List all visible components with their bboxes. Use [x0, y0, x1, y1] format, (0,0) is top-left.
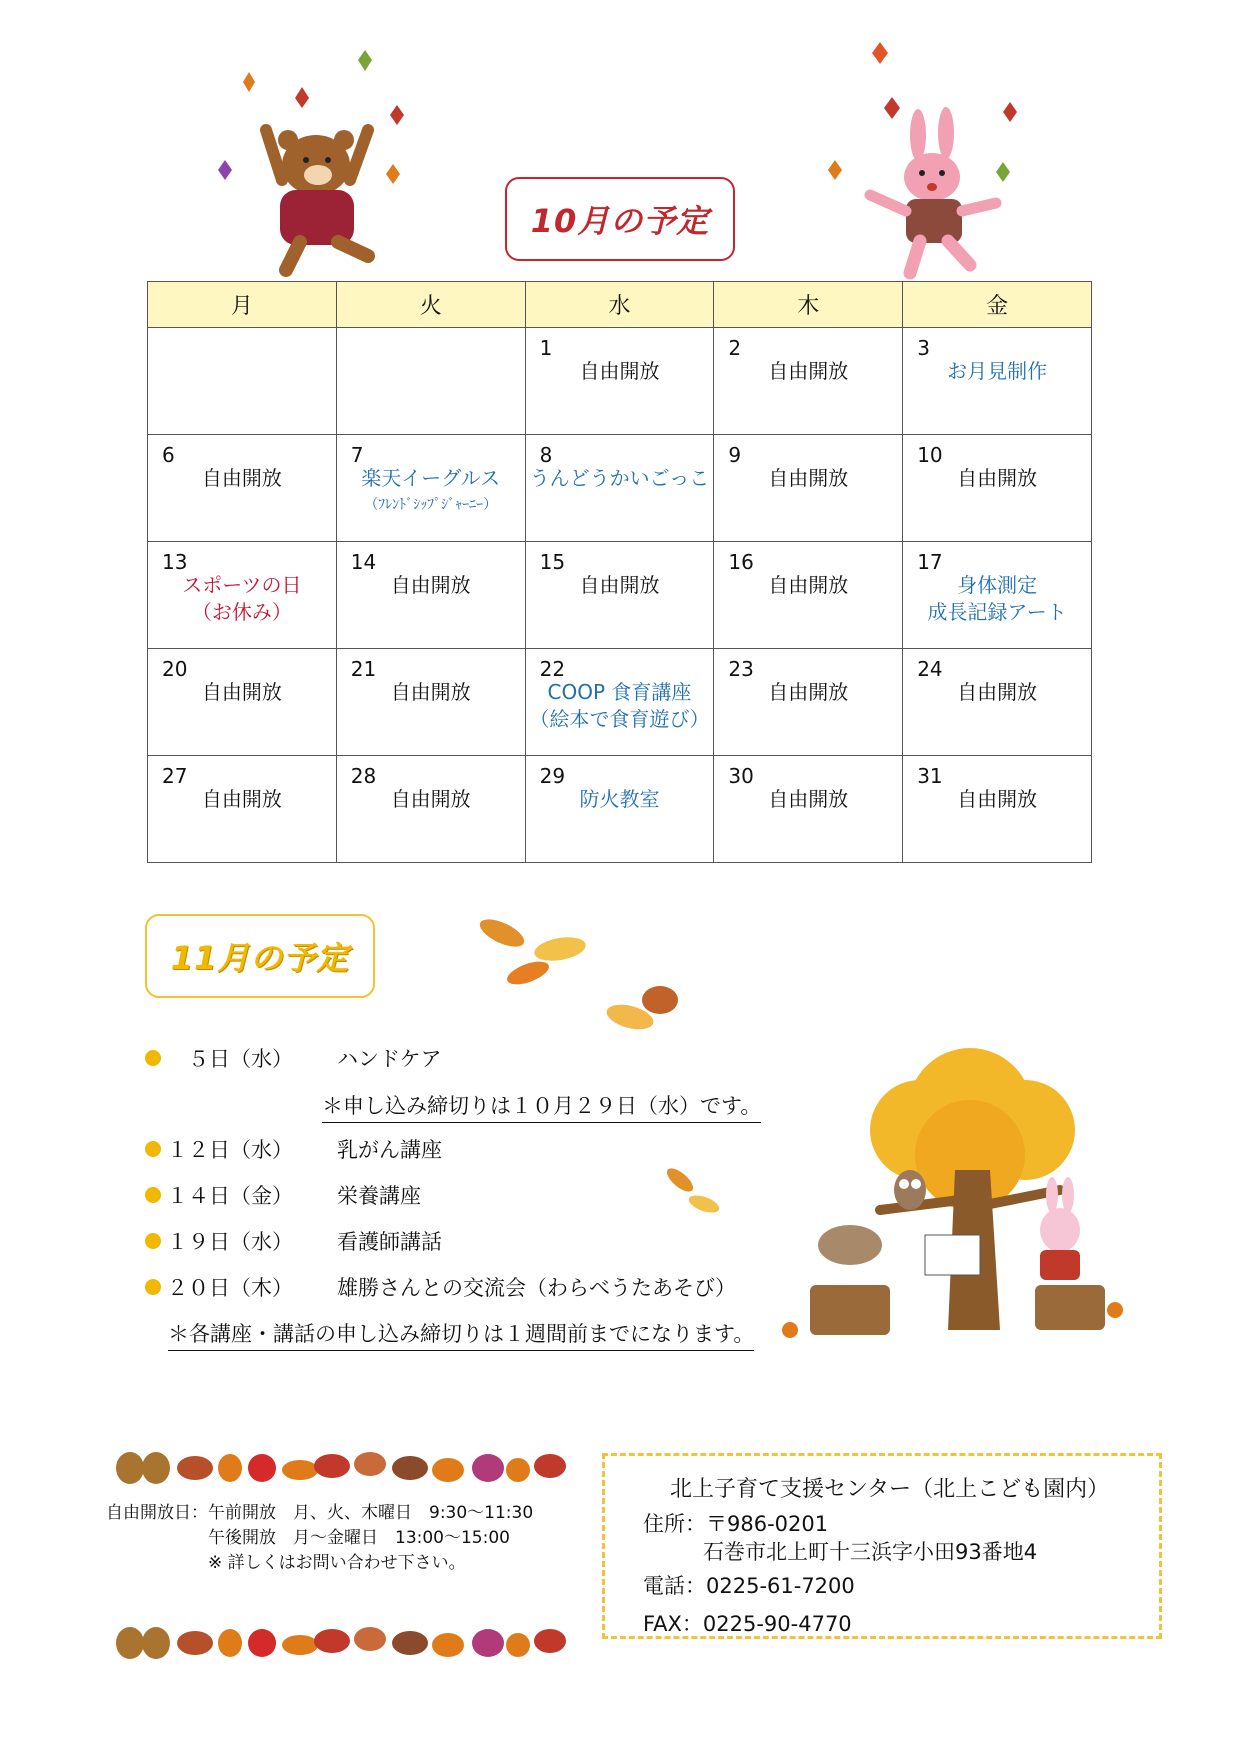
event-line: 自由開放 — [579, 573, 660, 597]
calendar-day-cell — [714, 542, 903, 649]
bullet-icon — [145, 1141, 161, 1157]
day-number: 6 — [162, 443, 175, 467]
day-number: 21 — [350, 657, 377, 681]
address-label: 住所：〒986-0201 — [643, 1512, 829, 1536]
day-number: 28 — [350, 764, 377, 788]
day-event — [148, 572, 336, 626]
day-number: 23 — [728, 657, 754, 681]
event-line: 自由開放 — [579, 359, 660, 383]
calendar-day-cell — [525, 649, 714, 756]
list-item: ２０日（木） 雄勝さんとの交流会（わらべうたあそび） — [145, 1272, 736, 1302]
day-number: 30 — [728, 764, 754, 788]
event-line: スポーツの日 — [182, 573, 302, 597]
day-event — [714, 786, 902, 813]
event-line: 自由開放 — [201, 680, 282, 704]
bear-icon — [250, 120, 390, 280]
calendar-week-row — [148, 756, 1092, 863]
phone: 電話：0225-61-7200 — [643, 1574, 855, 1598]
event-line: 自由開放 — [390, 680, 471, 704]
weekday-header: 火 — [336, 282, 525, 328]
day-number: 22 — [539, 657, 566, 681]
acorn-border-icon — [110, 1615, 570, 1665]
calendar-day-cell — [336, 649, 525, 756]
calendar-day-cell — [903, 328, 1092, 435]
event-line: 自由開放 — [390, 573, 471, 597]
event-line: 自由開放 — [768, 573, 849, 597]
calendar-day-cell — [336, 435, 525, 542]
event-line: 自由開放 — [201, 466, 282, 490]
event-line: 防火教室 — [579, 787, 660, 811]
calendar-day-cell — [148, 542, 337, 649]
calendar-week-row — [148, 542, 1092, 649]
list-item: １４日（金） 栄養講座 — [145, 1180, 421, 1210]
calendar-day-cell — [714, 328, 903, 435]
bullet-icon — [145, 1233, 161, 1249]
calendar-day-cell — [714, 756, 903, 863]
day-number: 10 — [917, 443, 943, 467]
calendar-day-cell — [903, 435, 1092, 542]
calendar-week-row — [148, 328, 1092, 435]
calendar-day-cell — [336, 756, 525, 863]
calendar-day-cell — [525, 756, 714, 863]
calendar-day-cell — [525, 542, 714, 649]
contact-box — [602, 1453, 1162, 1639]
day-event — [526, 679, 714, 733]
calendar-day-cell — [336, 328, 525, 435]
calendar-day-cell — [148, 328, 337, 435]
weekday-header: 月 — [148, 282, 337, 328]
day-event — [903, 358, 1091, 385]
day-number: 9 — [728, 443, 742, 467]
november-title-box — [145, 914, 375, 998]
day-number: 15 — [539, 550, 566, 574]
event-line: 成長記録アート — [927, 600, 1067, 624]
calendar-day-cell — [714, 649, 903, 756]
autumn-tree-icon — [770, 1030, 1170, 1350]
day-event — [148, 786, 336, 813]
day-number: 1 — [539, 336, 553, 360]
event-line: 身体測定 — [957, 573, 1038, 597]
day-number: 29 — [539, 764, 566, 788]
list-item: １２日（水） 乳がん講座 — [145, 1134, 442, 1164]
acorn-border-icon — [110, 1440, 570, 1490]
rabbit-icon — [860, 115, 1010, 285]
day-number: 14 — [350, 550, 377, 574]
event-line: お月見制作 — [947, 359, 1048, 383]
event-line: 自由開放 — [390, 787, 471, 811]
calendar-week-row — [148, 435, 1092, 542]
day-event — [337, 786, 525, 813]
day-event — [148, 679, 336, 706]
november-title: 11月の予定 — [170, 939, 350, 977]
event-line: 自由開放 — [768, 359, 849, 383]
deadline-note: ＊申し込み締切りは１０月２９日（水）です。 — [322, 1090, 761, 1123]
bullet-icon — [145, 1050, 161, 1066]
bullet-icon — [145, 1187, 161, 1203]
day-number: 13 — [162, 550, 188, 574]
day-event — [148, 465, 336, 492]
falling-leaves-icon — [660, 1160, 740, 1240]
event-line: 自由開放 — [768, 466, 849, 490]
hours-line-am: 自由開放日：午前開放 月、火、木曜日 9:30～11:30 — [106, 1503, 534, 1523]
day-event — [714, 572, 902, 599]
event-line: 自由開放 — [957, 680, 1038, 704]
day-number: 3 — [917, 336, 930, 360]
day-number: 8 — [539, 443, 553, 467]
day-event — [526, 358, 714, 385]
weekday-header: 木 — [714, 282, 903, 328]
fax: FAX：0225-90-4770 — [643, 1612, 852, 1636]
day-number: 20 — [162, 657, 188, 681]
day-event — [526, 465, 714, 492]
day-number: 27 — [162, 764, 188, 788]
day-number: 17 — [917, 550, 943, 574]
list-item: １９日（水） 看護師講話 — [145, 1226, 442, 1256]
event-line: 自由開放 — [957, 787, 1038, 811]
day-number: 2 — [728, 336, 742, 360]
day-number: 31 — [917, 764, 943, 788]
calendar-day-cell — [148, 649, 337, 756]
hours-line-pm: 午後開放 月～金曜日 13:00～15:00 — [208, 1528, 510, 1548]
calendar-day-cell — [714, 435, 903, 542]
center-name: 北上子育て支援センター（北上こども園内） — [670, 1477, 1110, 1502]
calendar-day-cell — [148, 435, 337, 542]
day-event — [714, 679, 902, 706]
opening-hours — [106, 1501, 533, 1576]
day-event — [714, 465, 902, 492]
calendar-day-cell — [903, 649, 1092, 756]
day-event — [903, 679, 1091, 706]
list-item: ５日（水） ハンドケア — [145, 1043, 442, 1073]
general-note: ＊各講座・講話の申し込み締切りは１週間前までになります。 — [168, 1318, 754, 1351]
event-line: 自由開放 — [957, 466, 1038, 490]
calendar-day-cell — [148, 756, 337, 863]
event-line: 自由開放 — [768, 680, 849, 704]
october-title: 10月の予定 — [530, 202, 710, 240]
day-event — [903, 786, 1091, 813]
october-title-box — [505, 177, 735, 261]
day-event — [526, 786, 714, 813]
calendar-week-row — [148, 649, 1092, 756]
event-line: 自由開放 — [201, 787, 282, 811]
day-number: 7 — [350, 443, 364, 467]
weekday-header-row — [148, 282, 1092, 328]
day-event — [903, 465, 1091, 492]
calendar-day-cell — [903, 756, 1092, 863]
calendar-day-cell — [336, 542, 525, 649]
calendar-day-cell — [525, 328, 714, 435]
event-line: （絵本で食育遊び） — [529, 707, 710, 731]
event-line: （お休み） — [191, 600, 292, 624]
event-line: 自由開放 — [768, 787, 849, 811]
day-event — [337, 679, 525, 706]
event-line: COOP 食育講座 — [547, 680, 692, 704]
weekday-header: 金 — [903, 282, 1092, 328]
day-event — [903, 572, 1091, 626]
calendar-day-cell — [525, 435, 714, 542]
day-event — [337, 572, 525, 599]
event-line: 楽天イーグルス — [361, 466, 501, 490]
day-event — [526, 572, 714, 599]
event-subtitle: （ﾌﾚﾝﾄﾞｼｯﾌﾟｼﾞｬｰﾆｰ） — [364, 497, 498, 513]
falling-leaves-icon — [470, 905, 730, 1055]
address: 石巻市北上町十三浜字小田93番地4 — [703, 1540, 1038, 1564]
october-calendar — [147, 281, 1092, 863]
hours-note: ※ 詳しくはお問い合わせ下さい。 — [208, 1553, 466, 1573]
event-line: うんどうかいごっこ — [529, 466, 710, 490]
day-number: 16 — [728, 550, 754, 574]
weekday-header: 水 — [525, 282, 714, 328]
day-event — [337, 465, 525, 519]
day-event — [714, 358, 902, 385]
day-number: 24 — [917, 657, 943, 681]
bullet-icon — [145, 1279, 161, 1295]
calendar-day-cell — [903, 542, 1092, 649]
